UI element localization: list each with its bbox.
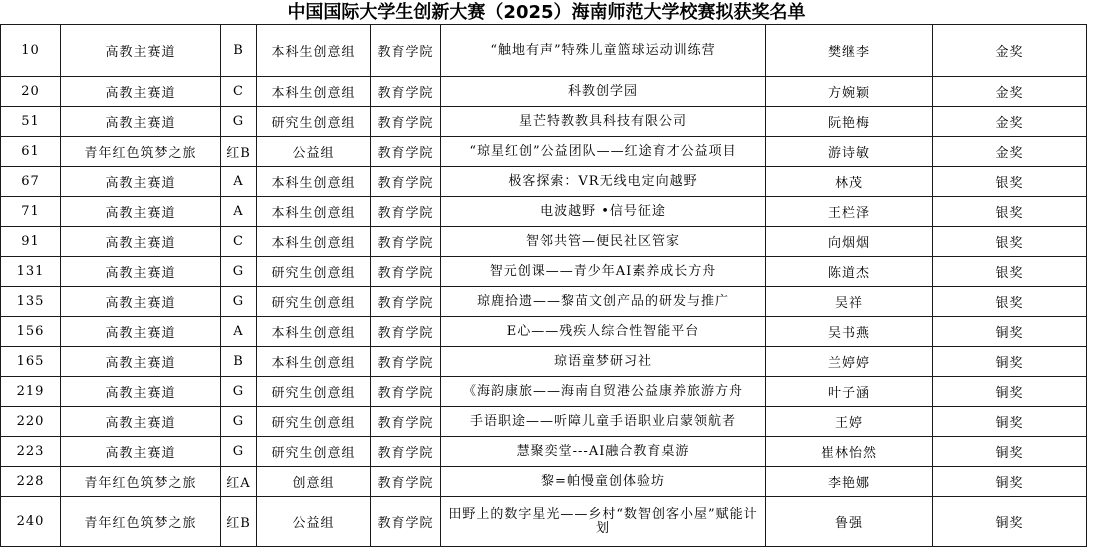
cell-group: 本科生创意组 <box>257 25 371 77</box>
cell-group: 研究生创意组 <box>257 407 371 437</box>
table-row <box>1 497 1087 547</box>
table-row <box>1 25 1087 77</box>
cell-award: 铜奖 <box>933 437 1087 467</box>
cell-track: 青年红色筑梦之旅 <box>61 137 221 167</box>
cell-group: 研究生创意组 <box>257 257 371 287</box>
table-row <box>1 167 1087 197</box>
cell-college: 教育学院 <box>371 407 441 437</box>
cell-award: 铜奖 <box>933 497 1087 547</box>
cell-college: 教育学院 <box>371 497 441 547</box>
cell-leader: 林茂 <box>766 167 933 197</box>
cell-college: 教育学院 <box>371 347 441 377</box>
cell-project: 电波越野 •信号征途 <box>441 197 766 227</box>
cell-project: 《海韵康旅——海南自贸港公益康养旅游方舟 <box>441 377 766 407</box>
table-row <box>1 377 1087 407</box>
cell-category: G <box>221 107 257 137</box>
cell-project: 科教创学园 <box>441 77 766 107</box>
cell-project: 极客探索：VR无线电定向越野 <box>441 167 766 197</box>
cell-category: G <box>221 407 257 437</box>
cell-category: A <box>221 317 257 347</box>
cell-track: 高教主赛道 <box>61 437 221 467</box>
cell-number: 61 <box>1 137 61 167</box>
cell-college: 教育学院 <box>371 377 441 407</box>
cell-college: 教育学院 <box>371 107 441 137</box>
cell-number: 220 <box>1 407 61 437</box>
cell-college: 教育学院 <box>371 437 441 467</box>
cell-category: C <box>221 77 257 107</box>
cell-award: 铜奖 <box>933 467 1087 497</box>
cell-award: 银奖 <box>933 287 1087 317</box>
cell-number: 20 <box>1 77 61 107</box>
table-row <box>1 107 1087 137</box>
cell-project: “琼星红创”公益团队——红途育才公益项目 <box>441 137 766 167</box>
cell-category: 红A <box>221 467 257 497</box>
cell-project: 田野上的数字星光——乡村“数智创客小屋”赋能计划 <box>441 497 766 547</box>
cell-track: 高教主赛道 <box>61 107 221 137</box>
cell-number: 240 <box>1 497 61 547</box>
table-row <box>1 77 1087 107</box>
cell-project: “触地有声”特殊儿童篮球运动训练营 <box>441 25 766 77</box>
cell-leader: 游诗敏 <box>766 137 933 167</box>
cell-project: 琼鹿拾遗——黎苗文创产品的研发与推广 <box>441 287 766 317</box>
table-row <box>1 287 1087 317</box>
cell-college: 教育学院 <box>371 77 441 107</box>
cell-number: 223 <box>1 437 61 467</box>
cell-leader: 樊继李 <box>766 25 933 77</box>
cell-award: 铜奖 <box>933 317 1087 347</box>
cell-project: 手语职途——听障儿童手语职业启蒙领航者 <box>441 407 766 437</box>
cell-group: 本科生创意组 <box>257 227 371 257</box>
cell-track: 高教主赛道 <box>61 347 221 377</box>
cell-award: 金奖 <box>933 77 1087 107</box>
cell-category: B <box>221 25 257 77</box>
sheet-title: 中国国际大学生创新大赛（2025）海南师范大学校赛拟获奖名单 <box>287 2 806 23</box>
table-row <box>1 137 1087 167</box>
cell-project: 星芒特教教具科技有限公司 <box>441 107 766 137</box>
cell-leader: 吴祥 <box>766 287 933 317</box>
cell-track: 高教主赛道 <box>61 197 221 227</box>
cell-number: 71 <box>1 197 61 227</box>
cell-college: 教育学院 <box>371 257 441 287</box>
cell-group: 公益组 <box>257 137 371 167</box>
table-row <box>1 437 1087 467</box>
cell-project: 黎=帕慢童创体验坊 <box>441 467 766 497</box>
cell-track: 青年红色筑梦之旅 <box>61 467 221 497</box>
cell-category: G <box>221 377 257 407</box>
cell-group: 公益组 <box>257 497 371 547</box>
cell-leader: 陈道杰 <box>766 257 933 287</box>
cell-college: 教育学院 <box>371 25 441 77</box>
cell-leader: 王栏泽 <box>766 197 933 227</box>
cell-category: G <box>221 257 257 287</box>
cell-category: B <box>221 347 257 377</box>
cell-track: 高教主赛道 <box>61 287 221 317</box>
cell-award: 铜奖 <box>933 347 1087 377</box>
table-row <box>1 407 1087 437</box>
cell-leader: 吴书燕 <box>766 317 933 347</box>
cell-project: E心——残疾人综合性智能平台 <box>441 317 766 347</box>
cell-leader: 李艳娜 <box>766 467 933 497</box>
table-row <box>1 197 1087 227</box>
cell-leader: 方婉颖 <box>766 77 933 107</box>
cell-award: 铜奖 <box>933 377 1087 407</box>
cell-college: 教育学院 <box>371 317 441 347</box>
cell-number: 156 <box>1 317 61 347</box>
cell-track: 高教主赛道 <box>61 317 221 347</box>
cell-leader: 向烟烟 <box>766 227 933 257</box>
cell-track: 高教主赛道 <box>61 407 221 437</box>
cell-category: C <box>221 227 257 257</box>
cell-category: 红B <box>221 137 257 167</box>
cell-number: 135 <box>1 287 61 317</box>
cell-number: 228 <box>1 467 61 497</box>
cell-group: 研究生创意组 <box>257 107 371 137</box>
cell-group: 本科生创意组 <box>257 347 371 377</box>
cell-group: 研究生创意组 <box>257 377 371 407</box>
cell-group: 本科生创意组 <box>257 197 371 227</box>
cell-project: 慧聚奕堂---AI融合教育桌游 <box>441 437 766 467</box>
cell-track: 高教主赛道 <box>61 257 221 287</box>
cell-college: 教育学院 <box>371 227 441 257</box>
cell-track: 高教主赛道 <box>61 77 221 107</box>
cell-project: 琼语童梦研习社 <box>441 347 766 377</box>
cell-number: 219 <box>1 377 61 407</box>
cell-category: A <box>221 167 257 197</box>
cell-category: G <box>221 287 257 317</box>
cell-college: 教育学院 <box>371 167 441 197</box>
cell-project: 智邻共管—便民社区管家 <box>441 227 766 257</box>
cell-category: A <box>221 197 257 227</box>
cell-group: 本科生创意组 <box>257 167 371 197</box>
cell-category: G <box>221 437 257 467</box>
cell-track: 高教主赛道 <box>61 227 221 257</box>
cell-award: 金奖 <box>933 107 1087 137</box>
cell-number: 91 <box>1 227 61 257</box>
cell-award: 银奖 <box>933 197 1087 227</box>
table-row <box>1 347 1087 377</box>
cell-number: 165 <box>1 347 61 377</box>
cell-group: 研究生创意组 <box>257 437 371 467</box>
cell-award: 银奖 <box>933 227 1087 257</box>
cell-number: 10 <box>1 25 61 77</box>
cell-leader: 王婷 <box>766 407 933 437</box>
cell-college: 教育学院 <box>371 137 441 167</box>
cell-award: 银奖 <box>933 257 1087 287</box>
cell-number: 51 <box>1 107 61 137</box>
table-row <box>1 467 1087 497</box>
table-row <box>1 257 1087 287</box>
cell-track: 高教主赛道 <box>61 25 221 77</box>
award-table <box>0 24 1087 547</box>
cell-award: 金奖 <box>933 25 1087 77</box>
cell-group: 创意组 <box>257 467 371 497</box>
cell-track: 高教主赛道 <box>61 377 221 407</box>
cell-leader: 阮艳梅 <box>766 107 933 137</box>
cell-group: 研究生创意组 <box>257 287 371 317</box>
cell-number: 131 <box>1 257 61 287</box>
cell-group: 本科生创意组 <box>257 77 371 107</box>
cell-track: 青年红色筑梦之旅 <box>61 497 221 547</box>
cell-leader: 兰婷婷 <box>766 347 933 377</box>
cell-track: 高教主赛道 <box>61 167 221 197</box>
cell-number: 67 <box>1 167 61 197</box>
cell-project: 智元创课——青少年AI素养成长方舟 <box>441 257 766 287</box>
cell-college: 教育学院 <box>371 467 441 497</box>
cell-category: 红B <box>221 497 257 547</box>
cell-group: 本科生创意组 <box>257 317 371 347</box>
cell-award: 铜奖 <box>933 407 1087 437</box>
cell-leader: 崔林怡然 <box>766 437 933 467</box>
cell-leader: 叶子涵 <box>766 377 933 407</box>
table-row <box>1 227 1087 257</box>
cell-leader: 鲁强 <box>766 497 933 547</box>
table-row <box>1 317 1087 347</box>
cell-award: 金奖 <box>933 137 1087 167</box>
cell-college: 教育学院 <box>371 197 441 227</box>
cell-college: 教育学院 <box>371 287 441 317</box>
cell-award: 银奖 <box>933 167 1087 197</box>
